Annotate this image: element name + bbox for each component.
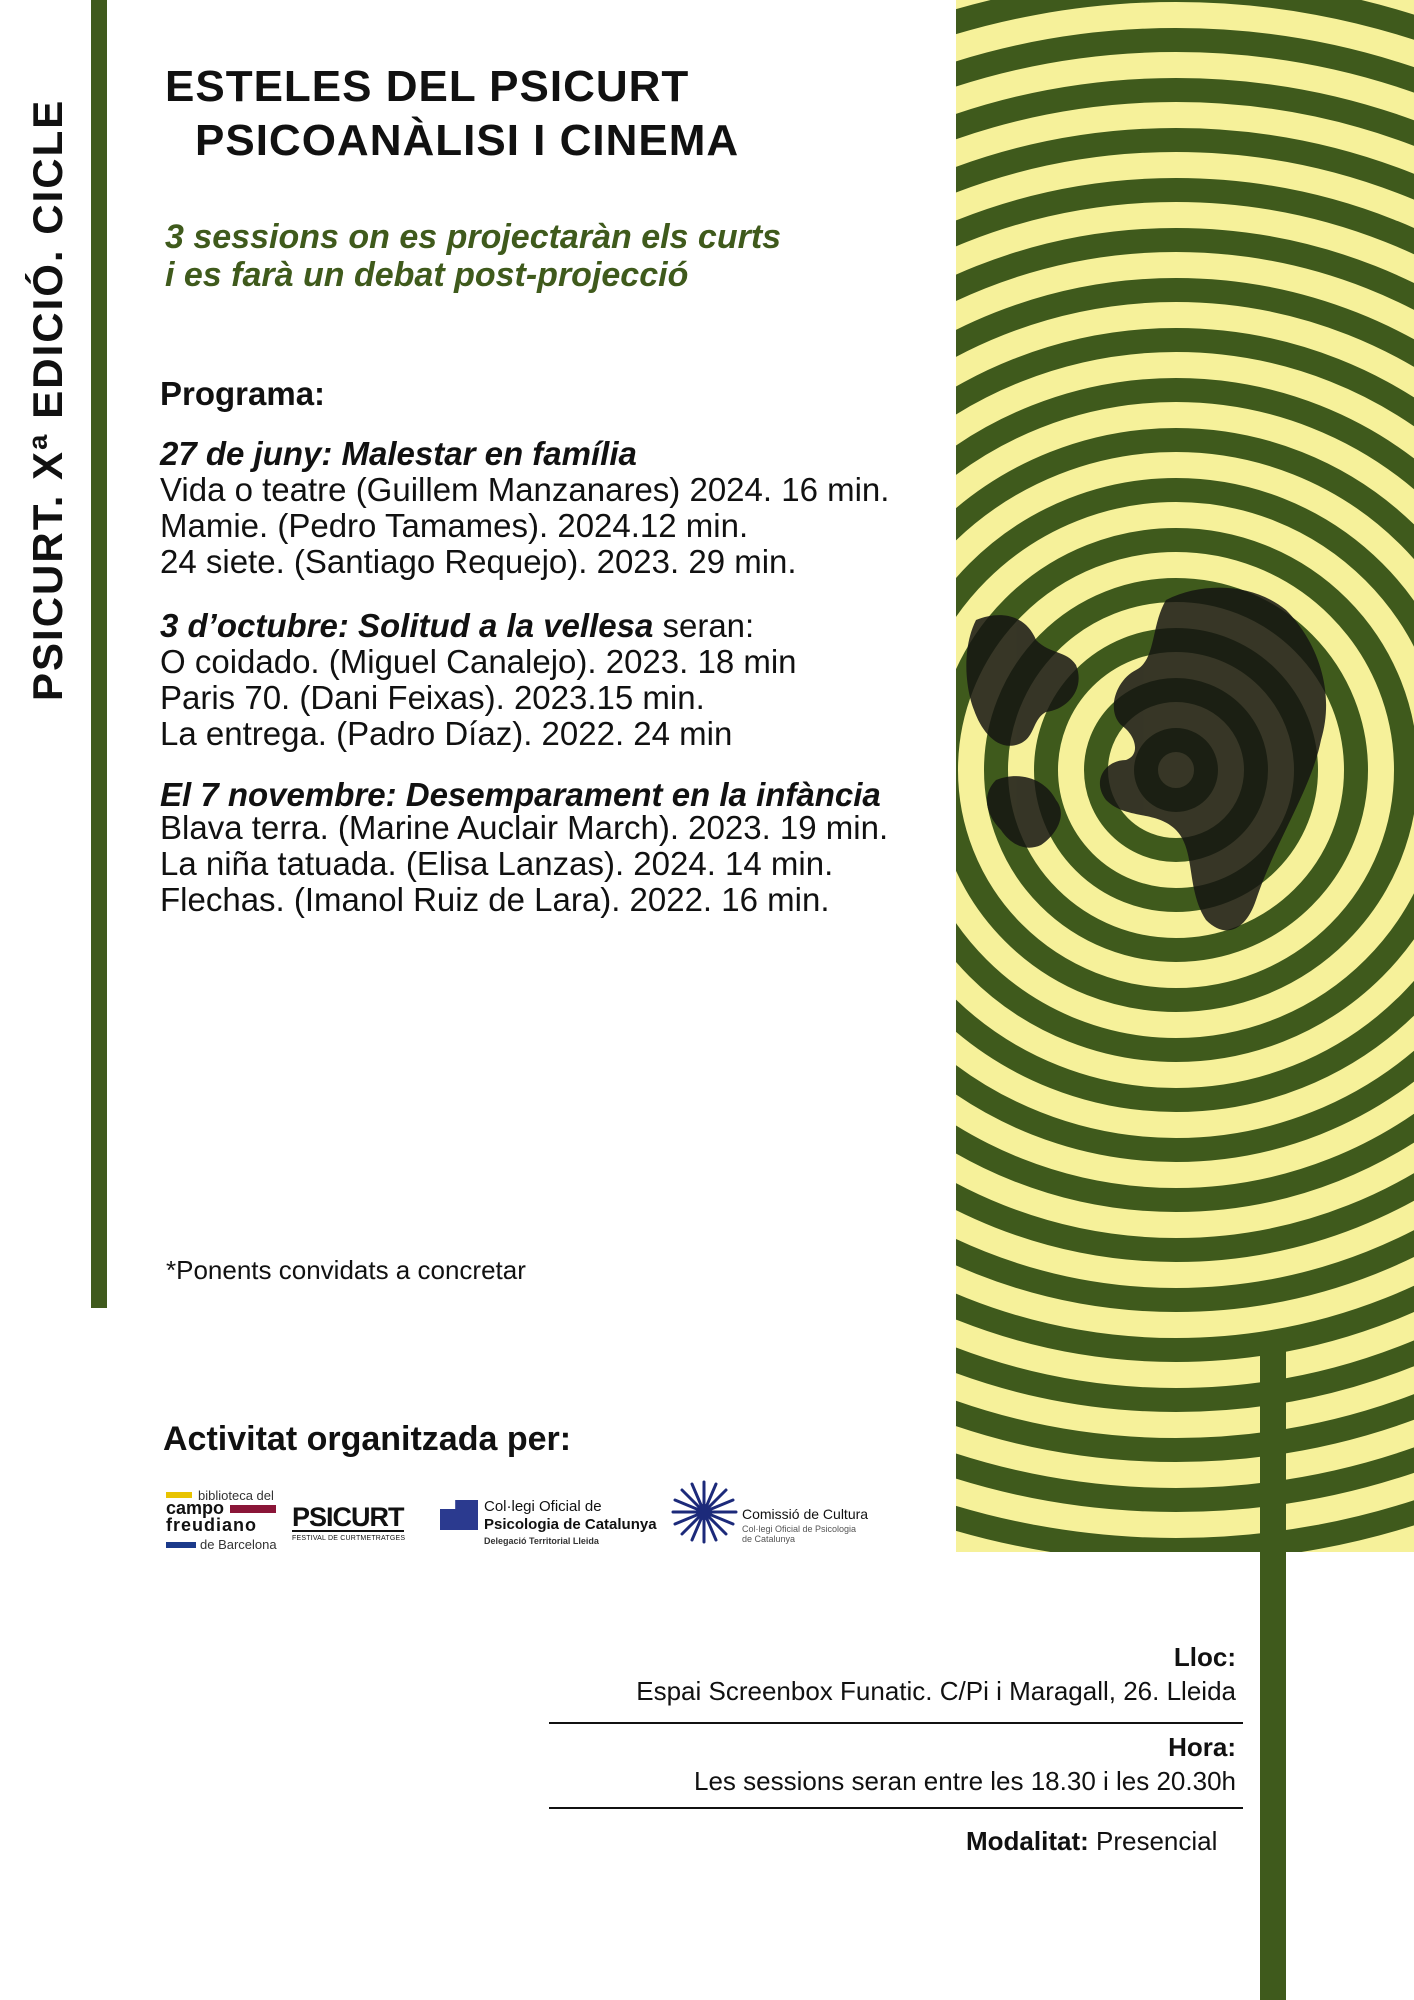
modality-value: Presencial: [1088, 1826, 1218, 1856]
logo-text: Comissió de Cultura: [742, 1506, 869, 1522]
logo-text: de Barcelona: [200, 1537, 277, 1552]
location-block: [636, 1640, 1236, 1708]
session-november: [160, 776, 900, 918]
session-october: [160, 608, 900, 752]
film-item: Blava terra. (Marine Auclair March). 2023. 19 min.: [160, 809, 889, 846]
logo-text: FESTIVAL DE CURTMETRATGES: [292, 1535, 406, 1542]
subtitle-line-2: i es farà un debat post-projecció: [165, 256, 689, 294]
speakers-note: *Ponents convidats a concretar: [166, 1255, 526, 1285]
organizers-label: Activitat organitzada per:: [163, 1420, 572, 1458]
logo-text: PSICURT: [292, 1502, 404, 1532]
subtitle-line-1: 3 sessions on es projectaràn els curts: [165, 218, 782, 256]
session-heading-text: 3 d’octubre: Solitud a la vellesa: [160, 607, 654, 644]
side-title: PSICURT. Xª EDICIÓ. CICLE: [24, 98, 71, 702]
logo-text: Delegació Territorial Lleida: [484, 1536, 599, 1546]
session-heading-text: 27 de juny: Malestar en família: [160, 435, 637, 472]
spiral-image: [956, 0, 1414, 1552]
session-heading-text: El 7 novembre: Desemparament en la infància: [160, 776, 881, 813]
side-green-bar: [91, 0, 107, 1308]
session-heading: [160, 436, 900, 472]
session-heading-suffix: seran:: [653, 607, 755, 644]
col-legi-psicologia-logo: [440, 1492, 670, 1552]
film-item: La entrega. (Padro Díaz). 2022. 24 min: [160, 715, 733, 752]
logo-bar-blue: [166, 1542, 196, 1548]
logo-text: Col·legi Oficial de: [484, 1498, 602, 1515]
biblioteca-campo-freudiano-logo: [166, 1488, 278, 1552]
subtitle: [165, 218, 781, 294]
title-line-2: PSICOANÀLISI I CINEMA: [195, 116, 740, 165]
spiral-artwork: [956, 0, 1414, 1552]
film-item: Mamie. (Pedro Tamames). 2024.12 min.: [160, 507, 749, 544]
sunburst-icon: [670, 1478, 738, 1546]
film-item: La niña tatuada. (Elisa Lanzas). 2024. 14 min.: [160, 845, 834, 882]
modality-label: Modalitat:: [966, 1826, 1089, 1856]
film-item: Flechas. (Imanol Ruiz de Lara). 2022. 16 min.: [160, 881, 830, 918]
divider: [549, 1807, 1243, 1809]
program-label: Programa:: [160, 375, 326, 412]
film-item: Paris 70. (Dani Feixas). 2023.15 min.: [160, 679, 705, 716]
session-heading: [160, 776, 900, 813]
cop-mark-icon: [440, 1500, 478, 1530]
program-list: [160, 436, 900, 946]
location-label: Lloc:: [1173, 1642, 1236, 1672]
time-label: Hora:: [1168, 1732, 1236, 1762]
session-heading: [160, 608, 900, 644]
film-item: 24 siete. (Santiago Requejo). 2023. 29 min.: [160, 543, 797, 580]
title-line-1: ESTELES DEL PSICURT: [165, 62, 690, 111]
modality-block: [966, 1826, 1217, 1857]
film-item: O coidado. (Miguel Canalejo). 2023. 18 min: [160, 643, 797, 680]
divider: [549, 1722, 1243, 1724]
logo-text: biblioteca del: [198, 1488, 274, 1503]
time-value: Les sessions seran entre les 18.30 i les 20.30h: [693, 1766, 1236, 1796]
psicurt-logo: [292, 1504, 414, 1548]
logo-text: Psicologia de Catalunya: [484, 1516, 657, 1533]
page-title: [165, 60, 739, 168]
logo-text: freudiano: [166, 1515, 258, 1535]
film-item: Vida o teatre (Guillem Manzanares) 2024. 16 min.: [160, 471, 890, 508]
logo-text: Col·legi Oficial de Psicologia de Catalunya: [742, 1524, 857, 1544]
location-value: Espai Screenbox Funatic. C/Pi i Maragall, 26. Lleida: [636, 1676, 1236, 1706]
green-stem: [1260, 1344, 1286, 2000]
logo-text: campo: [166, 1498, 225, 1518]
logo-bar-red: [230, 1505, 276, 1513]
comissio-cultura-logo: [670, 1478, 880, 1548]
time-block: [694, 1730, 1236, 1798]
session-june: [160, 436, 900, 580]
